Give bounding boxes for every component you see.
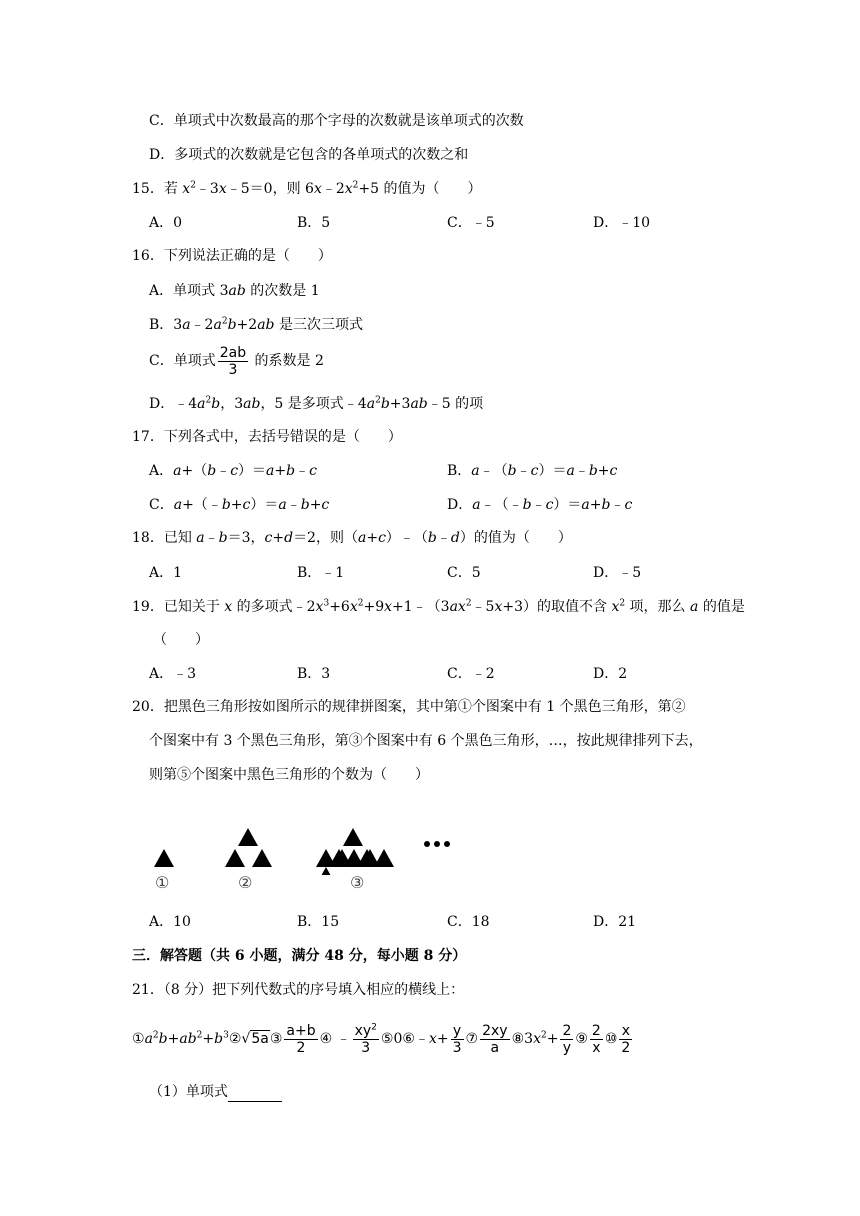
fraction-2ab-over-3: $\frac{2ab}{3}$ [219,344,247,378]
figure-label-2: ② [238,873,253,892]
q15-option-d: D．﹣10 [593,215,651,231]
q17-option-c: C．a+（﹣b+c）＝a﹣b+c [149,497,330,513]
q18-option-c: C．5 [447,565,481,581]
q20-line-3: 则第⑤个图案中黑色三角形的个数为（ ） [149,767,429,783]
triangle-icon [238,828,258,846]
q16-option-b: B．$3a﹣2a^2b+2ab$ 是三次三项式 [149,316,363,333]
q20-option-b: B．15 [297,914,340,930]
ellipsis-dot-icon [434,841,440,847]
q16-option-d: D．$﹣4a^2b$，3ab，5 是多项式$﹣4a^2b+3ab﹣5$ 的项 [149,395,484,412]
q16-stem: 16．下列说法正确的是（ ） [132,248,332,264]
ellipsis-dot-icon [444,841,450,847]
q17-option-a: A．a+（b﹣c）＝a+b﹣c [149,463,317,479]
q20-option-a: A．10 [149,914,191,930]
q20-line-2: 个图案中有 3 个黑色三角形，第③个图案中有 6 个黑色三角形，…，按此规律排列下去， [149,733,703,749]
q18-stem: 18．已知 a﹣b＝3，c+d＝2，则（a+c）﹣（b﹣d）的值为（ ） [132,530,572,546]
q18-option-b: B．﹣1 [297,565,345,581]
q15-option-a: A．0 [149,215,183,231]
section-3-title: 三．解答题（共 6 小题，满分 48 分，每小题 8 分） [132,948,467,964]
q19-stem: 19．已知关于 x 的多项式$﹣2x^3+6x^2+9x+1﹣(3ax^2﹣5x+3)$的取值不含 $x^2$ 项，那么 a 的值是 [132,598,745,615]
triangle-pattern-3-middle [330,848,390,874]
q16-option-c: C．单项式 $\frac{2ab}{3}$ 的系数是 2 [149,344,324,378]
q16-option-a: A．单项式 3ab 的次数是 1 [149,283,320,299]
q14-option-d: D．多项式的次数就是它包含的各单项式的次数之和 [149,147,469,163]
q19-option-d: D．2 [593,666,628,682]
triangle-icon [154,849,174,867]
q19-paren: （ ） [153,632,209,648]
figure-label-1: ① [155,873,170,892]
q14-option-c: C．单项式中次数最高的那个字母的次数就是该单项式的次数 [149,113,524,129]
q19-option-a: A．﹣3 [149,666,197,682]
q18-option-a: A．1 [149,565,183,581]
q21-stem: 21．（8 分）把下列代数式的序号填入相应的横线上： [132,982,465,998]
triangle-icon [360,849,380,867]
q19-option-c: C．﹣2 [447,666,495,682]
q17-option-b: B．a﹣（b﹣c）＝a﹣b+c [447,463,618,479]
ellipsis-dot-icon [424,841,430,847]
q15-option-c: C．﹣5 [447,215,495,231]
q20-option-c: C．18 [447,914,490,930]
q21-expressions: $①a^2b+ab^2+b^3②√5a③$ $\frac{a+b}{2}$ ④ ﹣ $\frac{xy^2}{3}$ ⑤0⑥﹣x+ $\frac{y}{3}$ ⑦ $\frac{2xy}{a}$ $⑧3x^2+$ $\frac{2}{y}$ ⑨ $\frac{2}{x}$ ⑩ $\frac{x}{2}$ [132,1021,631,1056]
q15-option-b: B．5 [297,215,331,231]
q19-option-b: B．3 [297,666,331,682]
q20-option-d: D．21 [593,914,637,930]
q18-option-d: D．﹣5 [593,565,642,581]
triangle-icon [225,849,245,867]
q17-option-d: D．a﹣（﹣b﹣c）＝a+b﹣c [447,497,633,513]
triangle-icon [252,849,272,867]
figure-label-3: ③ [350,873,365,892]
q15-stem: 15．若 $x^2﹣3x﹣5=0$，则 $6x﹣2x^2+5$ 的值为（ ） [132,180,482,197]
q21-sub-1: （1）单项式 [149,1082,282,1102]
triangle-icon [332,849,352,867]
answer-blank[interactable] [228,1087,282,1102]
q17-stem: 17．下列各式中，去括号错误的是（ ） [132,429,402,445]
q20-line-1: 20．把黑色三角形按如图所示的规律拼图案，其中第①个图案中有 1 个黑色三角形，第② [132,699,686,715]
